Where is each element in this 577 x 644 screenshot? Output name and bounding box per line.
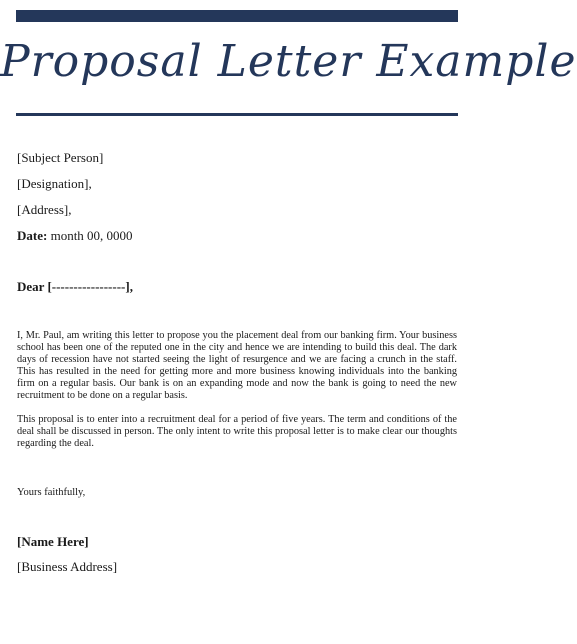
header-bottom-rule <box>16 113 458 116</box>
header-top-rule <box>16 10 458 22</box>
date-line <box>17 228 133 244</box>
salutation: Dear [-----------------], <box>17 279 133 294</box>
date-value: month 00, 0000 <box>47 228 133 243</box>
signature-business-address: [Business Address] <box>17 559 118 574</box>
recipient-designation: [Designation], <box>17 176 92 191</box>
recipient-subject-person: [Subject Person] <box>17 150 104 165</box>
date-label: Date: <box>17 228 48 243</box>
page-title: Proposal Letter Example <box>0 36 577 87</box>
body-paragraph-2: This proposal is to enter into a recruitment deal for a period of five years. The term and conditions of the deal shall be discussed in person. The only intent to write this proposal letter is to make clear our thoughts regarding the deal. <box>17 414 457 449</box>
body-paragraph-1: I, Mr. Paul, am writing this letter to propose you the placement deal from our banking firm. Your business school has been one of the reputed one in the city and hence we are intending to build this deal. The dark days of recession have not started seeing the light of resurgence and we are facing a crunch in the staff. This has resulted in the need for getting more and more business knowing individuals into the banking firm on a regular basis. Our bank is on an expanding mode and now the bank is going to need the new recruitment to be done on a regular basis. <box>17 330 457 401</box>
recipient-address: [Address], <box>17 202 72 217</box>
closing: Yours faithfully, <box>17 487 86 498</box>
signature-name: [Name Here] <box>17 534 89 549</box>
